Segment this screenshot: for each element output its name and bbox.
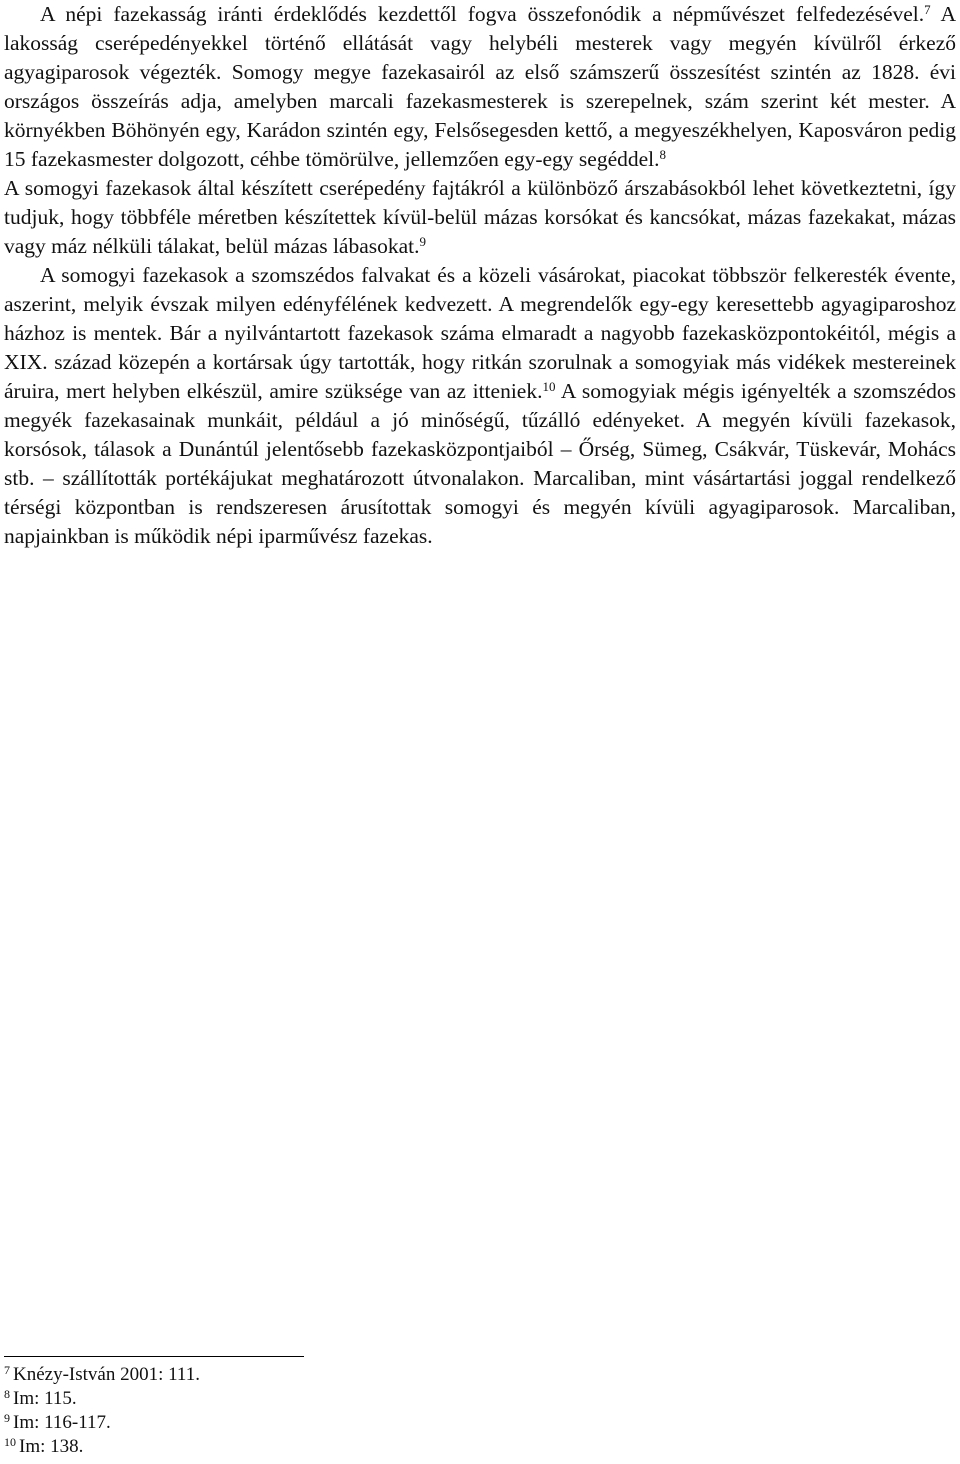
- footnote-number: 10: [4, 1435, 16, 1449]
- paragraph-3-text-a: A somogyi fazekasok a szomszédos falvakat és a közeli vásárokat, piacokat többször felkeresték évente, aszerint, melyik évszak milyen edényfélének kedvezett. A megrendelők egy-egy keresettebb agyagiparoshoz házhoz is mentek. Bár a nyilvántartott fazekasok száma elmaradt a nagyobb fazekasközpontokéitól, mégis a XIX. század közepén a kortársak úgy tartották, hogy ritkán szorulnak a somogyiak más vidékek mestereinek áruira, mert helyben elkészül, amire szüksége van az itteniek.: [4, 263, 956, 403]
- footnote-9: [4, 1411, 404, 1435]
- footnote-number: 8: [4, 1387, 10, 1401]
- footnote-ref-7[interactable]: 7: [924, 1, 931, 17]
- footnote-ref-9[interactable]: 9: [419, 233, 427, 249]
- paragraph-1-text-b: A lakosság cserépedényekkel történő ellátását vagy helybéli mesterek vagy megyén kívülről érkező agyagiparosok végezték. Somogy megye fazekasairól az első számszerű összesítést szintén az 1828. évi országos összeírás adja, amelyben marcali fazekasmesterek is szerepelnek, szám szerint két mester. A környékben Böhönyén egy, Karádon szintén egy, Felsősegesden kettő, a megyeszékhelyen, Kaposváron pedig 15 fazekasmester dolgozott, céhbe tömörülve, jellemzően egy-egy segéddel.: [4, 2, 956, 171]
- paragraph-3-text-b: A somogyiak mégis igényelték a szomszédos megyék fazekasainak munkáit, például a jó minőségű, tűzálló edényeket. A megyén kívüli fazekasok, korsósok, tálasok a Dunántúl jelentősebb fazekasközpontjaiból – Őrség, Sümeg, Csákvár, Tüskevár, Mohács stb. – szállították portékájukat meghatározott útvonalakon. Marcaliban, mint vásártartási joggal rendelkező térségi központban is rendszeresen árusítottak somogyi és megyén kívüli agyagiparosok. Marcaliban, napjainkban is működik népi iparművész fazekas.: [4, 379, 956, 548]
- footnote-text: Im: 115.: [13, 1388, 77, 1409]
- footnotes-section: [4, 1356, 404, 1459]
- paragraph-1-text-a: A népi fazekasság iránti érdeklődés kezdettől fogva összefonódik a népművészet felfedezésével.: [40, 2, 925, 26]
- footnote-7: [4, 1363, 404, 1387]
- footnote-number: 9: [4, 1411, 10, 1425]
- footnote-8: [4, 1387, 404, 1411]
- footnote-text: Knézy-István 2001: 111.: [13, 1364, 200, 1385]
- paragraph-2-text: A somogyi fazekasok által készített cserépedény fajtákról a különböző árszabásokból lehet következtetni, így tudjuk, hogy többféle méretben készítettek kívül-belül mázas korsókat és kancsókat, mázas fazekakat, mázas vagy máz nélküli tálakat, belül mázas lábasokat.: [4, 176, 956, 258]
- footnote-ref-10[interactable]: 10: [542, 378, 556, 394]
- footnote-number: 7: [4, 1363, 10, 1377]
- footnote-text: Im: 138.: [19, 1436, 84, 1457]
- footnote-text: Im: 116-117.: [13, 1412, 111, 1433]
- footnote-ref-8[interactable]: 8: [659, 146, 666, 162]
- paragraph-2: [4, 174, 956, 261]
- paragraph-3: [4, 261, 956, 551]
- footnote-separator: [4, 1356, 304, 1357]
- document-body: [4, 0, 956, 551]
- footnote-10: [4, 1435, 404, 1459]
- paragraph-1: [4, 0, 956, 174]
